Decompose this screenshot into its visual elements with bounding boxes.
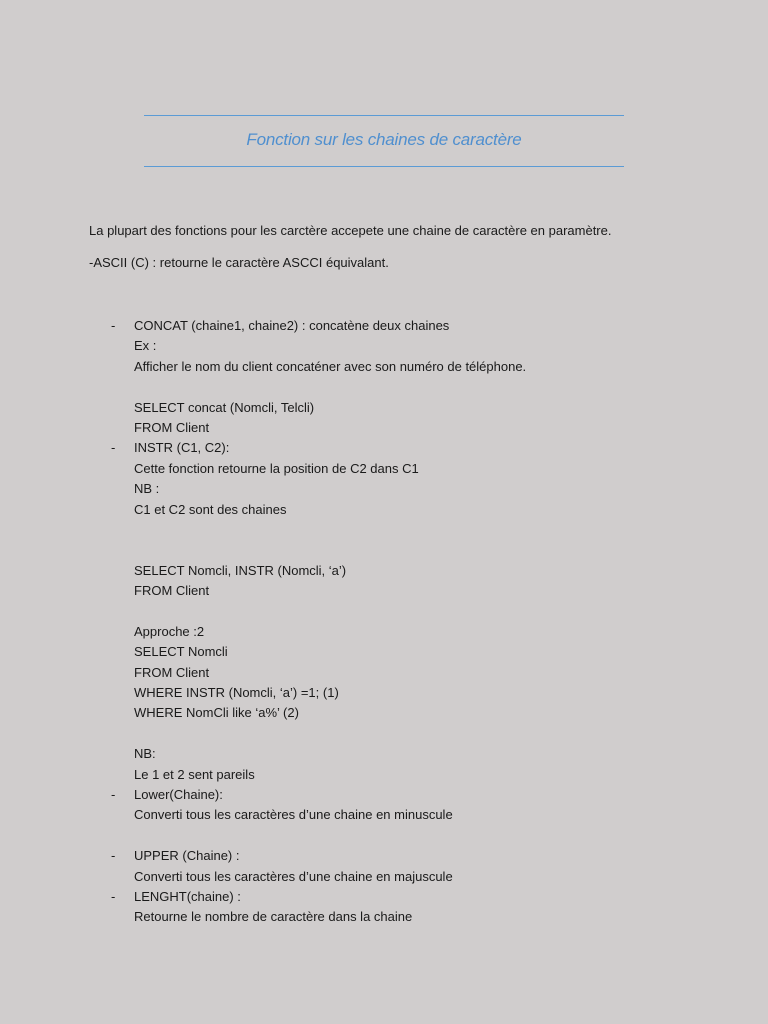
title-top-rule: [144, 115, 624, 116]
line-text: Lower(Chaine):: [134, 786, 223, 802]
line-text: SELECT Nomcli, INSTR (Nomcli, ‘a’): [134, 562, 347, 578]
list-item: [89, 316, 729, 336]
list-line: [89, 336, 729, 356]
list-item: [89, 785, 729, 805]
list-line: [89, 622, 729, 642]
line-text: FROM Client: [134, 583, 210, 599]
list-line: [89, 561, 729, 581]
list-line: [89, 663, 729, 683]
list-line: [89, 744, 729, 764]
line-text: UPPER (Chaine) :: [134, 848, 240, 864]
line-text: Retourne le nombre de caractère dans la chaine: [134, 909, 413, 925]
bullet-dash: -: [111, 440, 116, 456]
list-line: [89, 418, 729, 438]
list-line: [89, 683, 729, 703]
list-line: [89, 907, 729, 927]
list-line: [89, 479, 729, 499]
bullet-dash: -: [111, 888, 116, 904]
line-text: FROM Client: [134, 664, 210, 680]
intro-paragraph: La plupart des fonctions pour les carctère accepete une chaine de caractère en paramètre.: [89, 223, 612, 238]
list-item: [89, 846, 729, 866]
ascii-paragraph: -ASCII (C) : retourne le caractère ASCCI équivalant.: [89, 255, 389, 270]
line-text: LENGHT(chaine) :: [134, 888, 241, 904]
bullet-dash: -: [111, 318, 116, 333]
list-line: [89, 765, 729, 785]
line-text: Le 1 et 2 sent pareils: [134, 766, 255, 782]
line-text: Converti tous les caractères d’une chaine en majuscule: [134, 868, 453, 884]
line-text: INSTR (C1, C2):: [134, 440, 230, 456]
list-line: [89, 398, 729, 418]
line-text: Afficher le nom du client concaténer avec son numéro de téléphone.: [134, 358, 527, 374]
list-line: [89, 459, 729, 479]
list-line: [89, 377, 729, 397]
document-title: Fonction sur les chaines de caractère: [246, 130, 522, 149]
line-text: WHERE NomCli like ‘a%’ (2): [134, 705, 299, 721]
line-text: C1 et C2 sont des chaines: [134, 501, 287, 517]
list-line: [89, 867, 729, 887]
list-line: [89, 540, 729, 560]
line-text: Converti tous les caractères d’une chaine en minuscule: [134, 807, 453, 823]
line-text: NB :: [134, 481, 160, 497]
function-list: [89, 316, 729, 928]
bullet-dash: -: [111, 786, 116, 802]
line-text: Cette fonction retourne la position de C2 dans C1: [134, 460, 419, 476]
list-line: [89, 601, 729, 621]
bullet-dash: -: [111, 848, 116, 864]
list-line: [89, 724, 729, 744]
list-line: [89, 357, 729, 377]
line-text: NB:: [134, 746, 156, 762]
list-line: [89, 500, 729, 520]
line-text: CONCAT (chaine1, chaine2) : concatène deux chaines: [134, 318, 450, 333]
line-text: FROM Client: [134, 419, 210, 435]
line-text: SELECT Nomcli: [134, 644, 228, 660]
list-line: [89, 826, 729, 846]
line-text: Approche :2: [134, 623, 205, 639]
list-line: [89, 805, 729, 825]
line-text: Ex :: [134, 338, 157, 354]
line-text: SELECT concat (Nomcli, Telcli): [134, 399, 315, 415]
list-line: [89, 520, 729, 540]
list-line: [89, 642, 729, 662]
title-bottom-rule: [144, 166, 624, 167]
list-line: [89, 581, 729, 601]
list-item: [89, 887, 729, 907]
line-text: WHERE INSTR (Nomcli, ‘a’) =1; (1): [134, 685, 339, 701]
list-line: [89, 703, 729, 723]
list-item: [89, 438, 729, 458]
